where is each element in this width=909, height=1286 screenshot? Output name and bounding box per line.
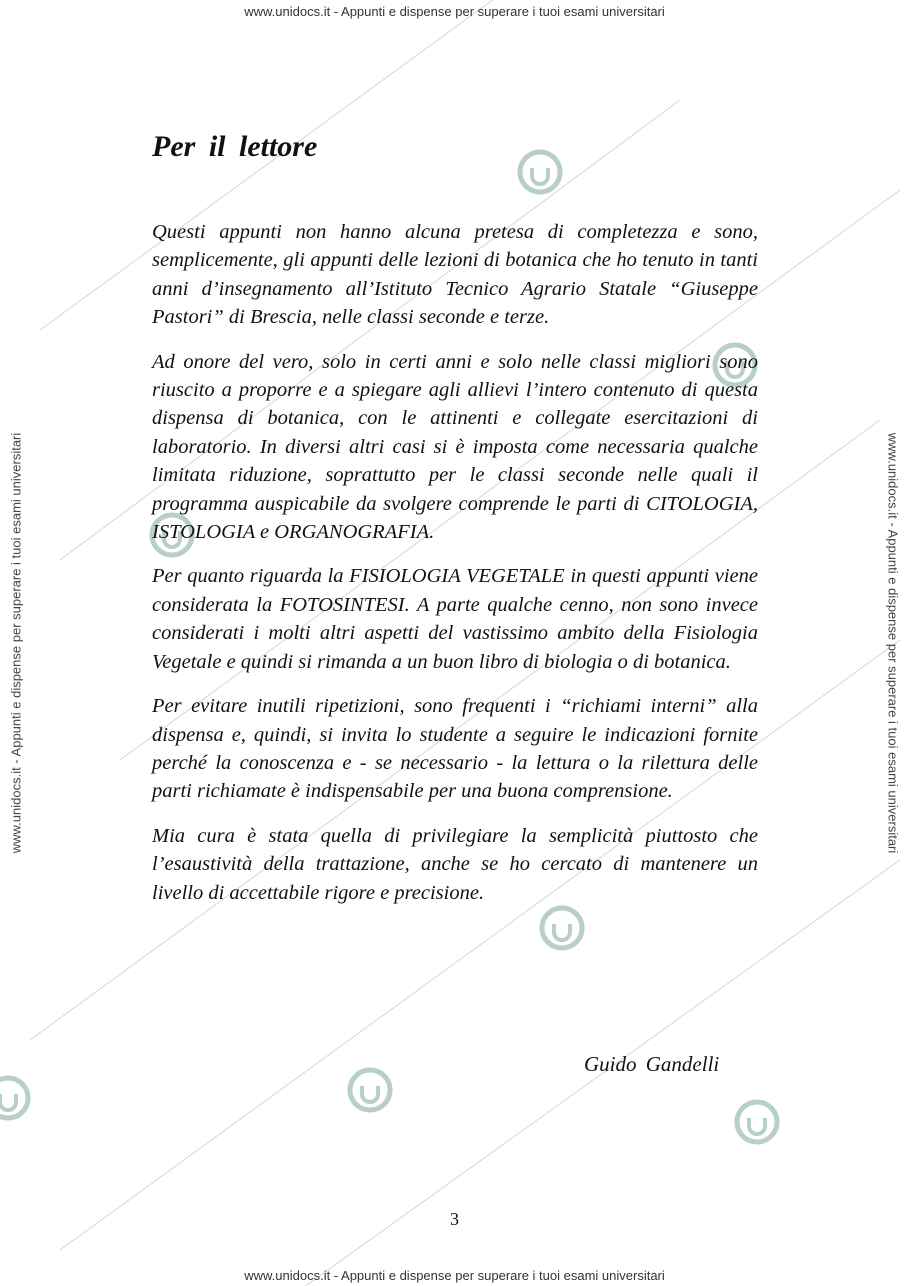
unidocs-logo-icon xyxy=(350,1070,390,1110)
unidocs-logo-icon xyxy=(0,1078,28,1118)
unidocs-logo-icon xyxy=(737,1102,777,1142)
unidocs-logo-icon xyxy=(520,152,560,192)
paragraph: Ad onore del vero, solo in certi anni e solo nelle classi migliori sono riuscito a proporre e a spiegare agli allievi l’intero contenuto di questa dispensa di botanica, con le attinenti e collegate esercitazioni di laboratorio. In diversi altri casi si è imposta come necessaria qualche limitata riduzione, soprattutto per le classi seconde nelle quali il programma auspicabile da svolgere comprende le parti di CITOLOGIA, ISTOLOGIA e ORGANOGRAFIA. xyxy=(152,350,758,544)
paragraph: Per evitare inutili ripetizioni, sono frequenti i “richiami interni” alla dispensa e, quindi, si invita lo studente a seguire le indicazioni fornite perché la conoscenza e - se necessario - la lettura o la rilettura delle parti richiamate è indispensabile per una buona comprensione. xyxy=(152,695,758,803)
watermark-top: www.unidocs.it - Appunti e dispense per superare i tuoi esami universitari xyxy=(244,4,665,19)
page-title: Per il lettore xyxy=(152,130,318,163)
paragraph: Per quanto riguarda la FISIOLOGIA VEGETALE in questi appunti viene considerata la FOTOSINTESI. A parte qualche cenno, non sono invece considerati i molti altri aspetti del vastissimo ambito della Fisiologia Vegetale e quindi si rimanda a un buon libro di biologia o di botanica. xyxy=(152,565,758,673)
paragraph: Questi appunti non hanno alcuna pretesa di completezza e sono, semplicemente, gli appunti delle lezioni di botanica che ho tenuto in tanti anni d’insegnamento all’Istituto Tecnico Agrario Statale “Giuseppe Pastori” di Brescia, nelle classi seconde e terze. xyxy=(152,221,758,329)
document-body xyxy=(152,218,758,923)
watermark-left: www.unidocs.it - Appunti e dispense per superare i tuoi esami universitari xyxy=(8,432,24,854)
page-number: 3 xyxy=(450,1209,459,1229)
author-signature: Guido Gandelli xyxy=(584,1052,720,1076)
watermark-bottom: www.unidocs.it - Appunti e dispense per superare i tuoi esami universitari xyxy=(244,1268,665,1283)
watermark-right: www.unidocs.it - Appunti e dispense per superare i tuoi esami universitari xyxy=(885,432,901,854)
paragraph: Mia cura è stata quella di privilegiare la semplicità piuttosto che l’esaustività della trattazione, anche se ho cercato di mantenere un livello di accettabile rigore e precisione. xyxy=(152,824,758,904)
